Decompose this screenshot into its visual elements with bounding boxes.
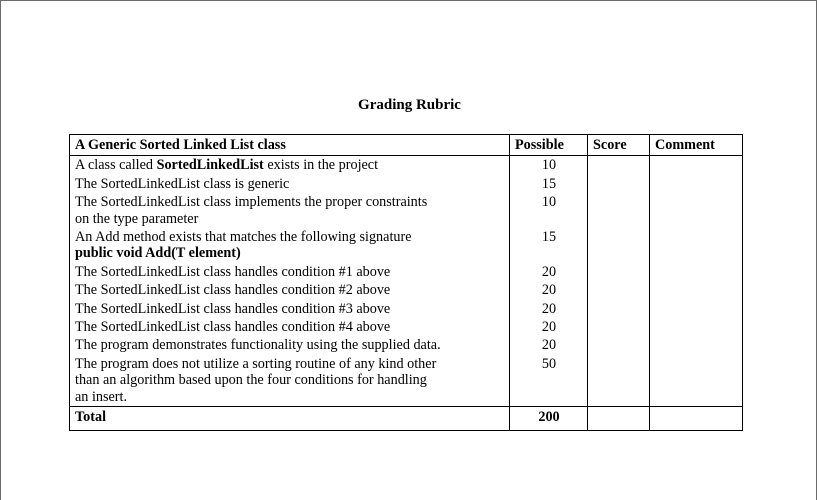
row-score-cell xyxy=(588,281,650,299)
row-score-cell xyxy=(588,336,650,354)
row-description: The SortedLinkedList class handles condition #4 above xyxy=(70,318,510,336)
table-header-row xyxy=(70,135,743,156)
table-row xyxy=(70,355,743,407)
row-score-cell xyxy=(588,318,650,336)
row-score-cell xyxy=(588,156,650,175)
row-score-cell xyxy=(588,175,650,193)
total-comment-cell xyxy=(650,407,743,430)
row-text: An Add method exists that matches the following signature xyxy=(75,229,412,246)
grading-rubric-table xyxy=(69,134,743,431)
row-points: 10 xyxy=(510,193,588,228)
row-points: 20 xyxy=(510,318,588,336)
row-points: 20 xyxy=(510,281,588,299)
row-score-cell xyxy=(588,263,650,281)
row-description xyxy=(70,355,510,407)
total-points: 200 xyxy=(510,407,588,430)
row-score-cell xyxy=(588,228,650,263)
header-comment: Comment xyxy=(650,135,743,156)
row-points: 15 xyxy=(510,228,588,263)
row-description: The SortedLinkedList class handles condition #1 above xyxy=(70,263,510,281)
row-points: 20 xyxy=(510,300,588,318)
row-comment-cell xyxy=(650,193,743,228)
row-description xyxy=(70,228,510,263)
table-row xyxy=(70,193,743,228)
row-text: than an algorithm based upon the four conditions for handling xyxy=(75,372,427,389)
table-row xyxy=(70,175,743,193)
row-points: 10 xyxy=(510,156,588,175)
row-comment-cell xyxy=(650,318,743,336)
row-comment-cell xyxy=(650,228,743,263)
row-description: The SortedLinkedList class handles condition #3 above xyxy=(70,300,510,318)
header-description: A Generic Sorted Linked List class xyxy=(70,135,510,156)
row-description: The program demonstrates functionality using the supplied data. xyxy=(70,336,510,354)
row-points: 20 xyxy=(510,336,588,354)
table-row xyxy=(70,336,743,354)
row-text: The program does not utilize a sorting routine of any kind other xyxy=(75,355,437,372)
row-text: A class called xyxy=(75,157,157,174)
row-text: an insert. xyxy=(75,388,128,405)
row-description: The SortedLinkedList class handles condition #2 above xyxy=(70,281,510,299)
total-label: Total xyxy=(70,407,510,430)
row-text: exists in the project xyxy=(263,157,379,174)
total-score-cell xyxy=(588,407,650,430)
row-description xyxy=(70,193,510,228)
row-comment-cell xyxy=(650,355,743,407)
page-title: Grading Rubric xyxy=(358,97,461,113)
row-points: 50 xyxy=(510,355,588,407)
table-row xyxy=(70,300,743,318)
table-row xyxy=(70,263,743,281)
header-possible: Possible xyxy=(510,135,588,156)
table-row xyxy=(70,156,743,175)
row-score-cell xyxy=(588,300,650,318)
row-comment-cell xyxy=(650,175,743,193)
row-score-cell xyxy=(588,193,650,228)
row-text: The SortedLinkedList class implements the proper constraints xyxy=(75,194,428,211)
row-points: 20 xyxy=(510,263,588,281)
row-comment-cell xyxy=(650,300,743,318)
row-comment-cell xyxy=(650,156,743,175)
row-comment-cell xyxy=(650,281,743,299)
row-class-name: SortedLinkedList xyxy=(156,157,264,174)
row-points: 15 xyxy=(510,175,588,193)
row-comment-cell xyxy=(650,263,743,281)
table-row xyxy=(70,318,743,336)
row-description: The SortedLinkedList class is generic xyxy=(70,175,510,193)
table-row xyxy=(70,281,743,299)
method-signature: public void Add(T element) xyxy=(75,245,241,262)
row-description xyxy=(70,156,510,175)
row-score-cell xyxy=(588,355,650,407)
row-text: on the type parameter xyxy=(75,210,199,227)
table-row xyxy=(70,228,743,263)
header-score: Score xyxy=(588,135,650,156)
row-comment-cell xyxy=(650,336,743,354)
total-row xyxy=(70,407,743,430)
